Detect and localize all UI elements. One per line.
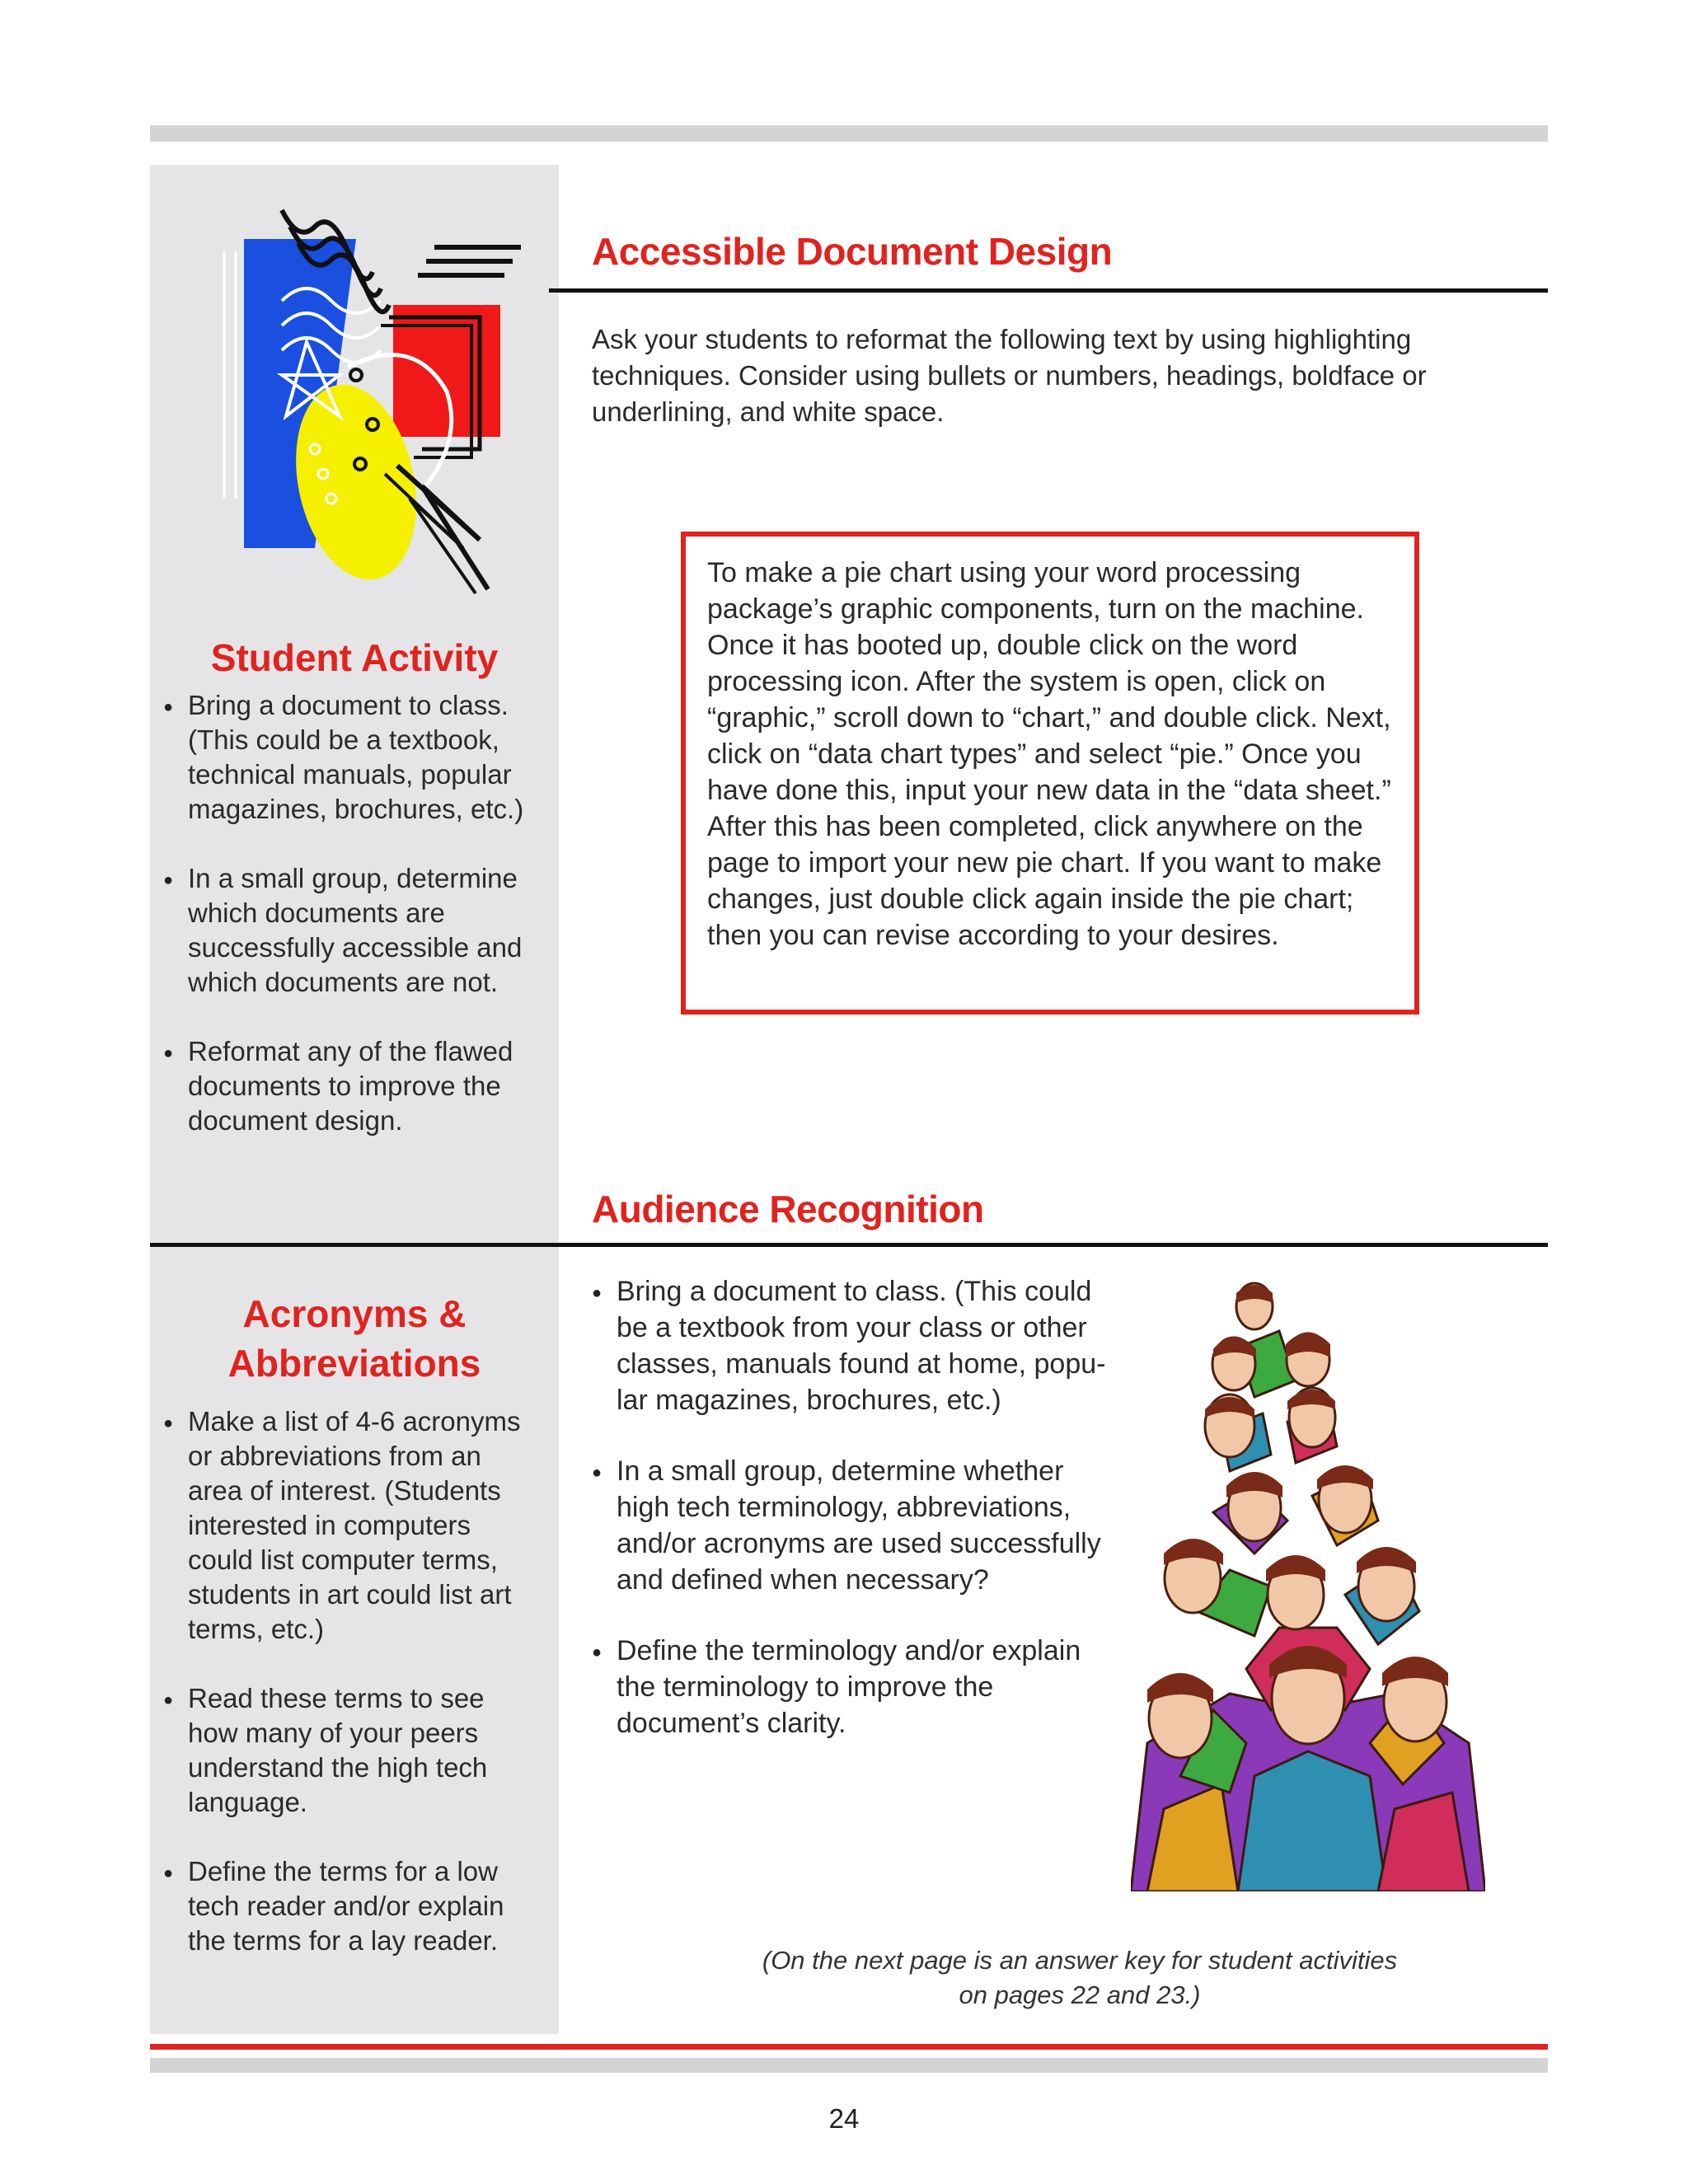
list-item: ● Make a list of 4-6 acronyms or abbreviations from an area of interest. (Students interested in computers could list computer terms, students in art could list art terms, etc.) — [163, 1404, 539, 1647]
acronyms-title-line2: Abbreviations — [227, 1342, 481, 1385]
top-divider-bar — [150, 125, 1548, 142]
list-item: ● In a small group, determine which documents are successfully accessible and which documents are not. — [163, 861, 534, 1000]
list-item: ● Define the terminology and/or explain the terminology to improve the document’s clarity. — [592, 1633, 1111, 1741]
abstract-art-icon — [216, 202, 537, 598]
acronyms-list — [163, 1404, 539, 1993]
list-item: ● Define the terms for a low tech reader and/or explain the terms for a lay reader. — [163, 1854, 539, 1958]
section-intro: Ask your students to reformat the following text by using highlighting techniques. Consider using bullets or numbers, headings, boldface or underlining, and white space. — [592, 324, 1427, 427]
list-item: ● Read these terms to see how many of your peers understand the high tech language. — [163, 1681, 539, 1820]
bottom-red-bar — [150, 2044, 1548, 2050]
section-rule-full — [150, 1243, 1548, 1247]
list-item: ● Bring a document to class. (This could be a textbook from your class or other classes, manuals found at home, popu-lar magazines, brochures, etc.) — [592, 1273, 1111, 1418]
answer-key-note-line2: on pages 22 and 23.) — [959, 1980, 1201, 2009]
list-item: ● In a small group, determine whether high tech terminology, abbreviations, and/or acronyms are used successfully and defined when necessary? — [592, 1453, 1111, 1598]
list-item: ● Bring a document to class. (This could be a textbook, technical manuals, popular magazines, brochures, etc.) — [163, 688, 534, 827]
answer-key-note-line1: (On the next page is an answer key for student activities — [762, 1946, 1398, 1975]
crowd-of-people-icon — [1131, 1282, 1485, 1891]
student-activity-title: Student Activity — [210, 636, 499, 679]
example-text: To make a pie chart using your word processing package’s graphic components, turn on the machine. Once it has booted up, double click on the word processing icon. After the system is open, click on “graphic,” scroll down to “chart,” and double click. Next, click on “data chart types” and select “pie.” Once you have done this, input your new data in the “data sheet.” After this has been completed, click anywhere on the page to import your new pie chart. If you want to make changes, just double click again inside the pie chart; then you can revise according to your desires. — [707, 557, 1391, 951]
audience-list — [592, 1273, 1111, 1776]
list-item: ● Reformat any of the flawed documents to improve the document design. — [163, 1034, 534, 1138]
section-rule — [549, 288, 1548, 293]
bottom-gray-bar — [150, 2058, 1548, 2073]
section-title-audience-recognition: Audience Recognition — [592, 1188, 984, 1230]
page-number: 24 — [828, 2103, 860, 2134]
section-title-accessible-design: Accessible Document Design — [592, 230, 1113, 273]
example-text-box — [681, 532, 1419, 1015]
acronyms-title-line1: Acronyms & — [242, 1292, 467, 1335]
student-activity-list — [163, 688, 534, 1173]
